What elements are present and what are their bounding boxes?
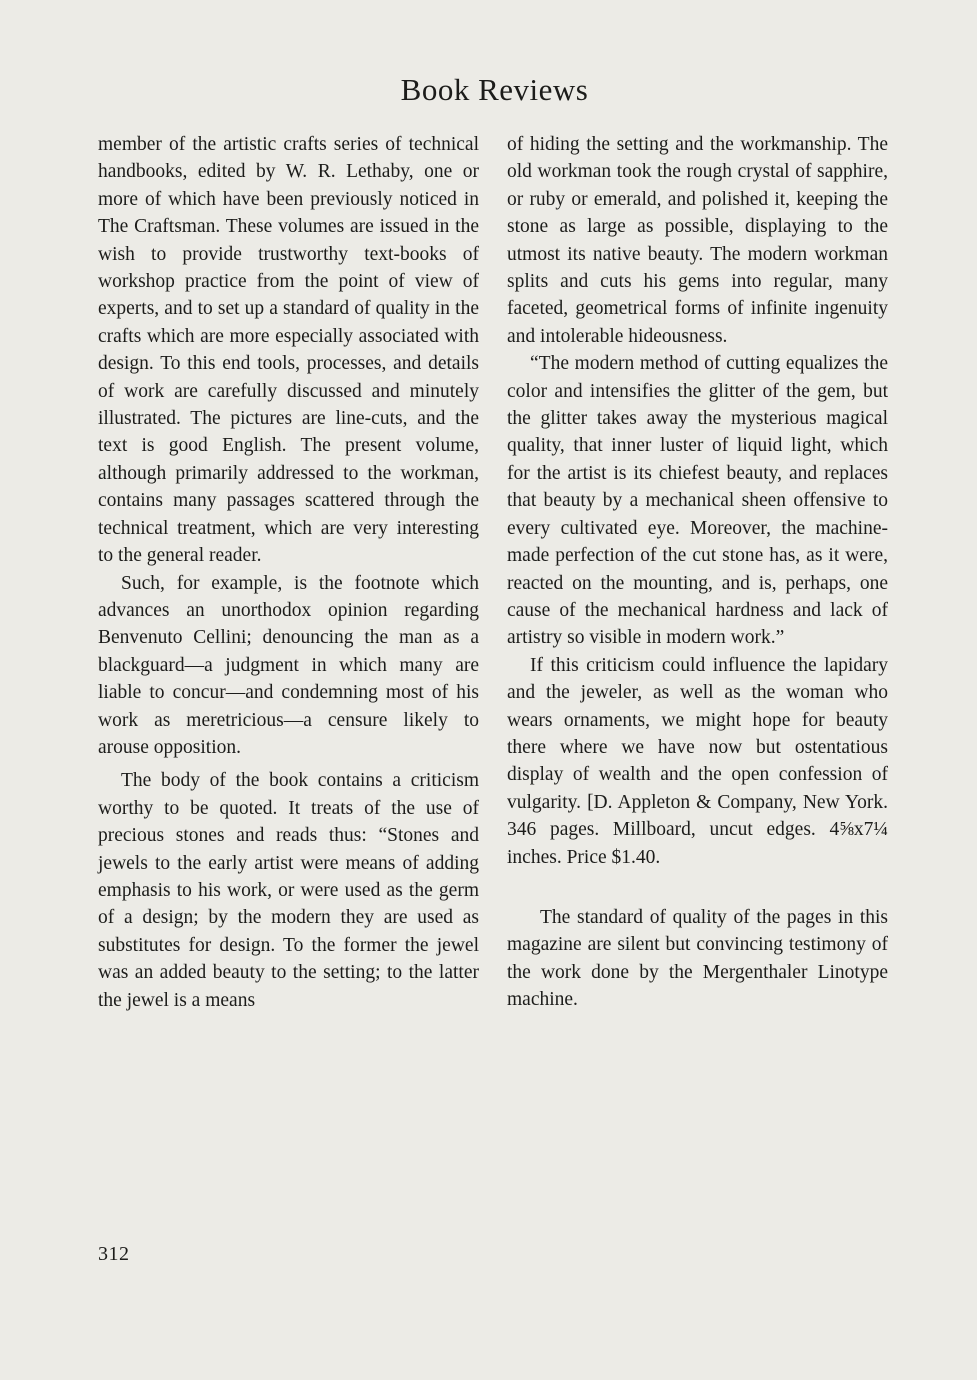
left-paragraph-3: The body of the book contains a criticism worthy to be quoted. It treats of the use of precious stones and reads thus: “Stones and jewels to the early artist were means of adding emphasis to his work, or were used as the germ of a design; by the modern they are used as substitutes for design. To the former the jewel was an added beauty to the setting; to the latter the jewel is a means (98, 770, 479, 1011)
right-paragraph-2: “The modern method of cutting equalizes the color and intensifies the glitter of the gem, but the glitter takes away the mysterious magical quality, that inner luster of liquid light, which for the artist is its chiefest beauty, and replaces that beauty by a mechanical sheen offensive to every cultivated eye. Moreover, the machine-made perfection of the cut stone has, as it were, reacted on the mounting, and is, perhaps, one cause of the mechanical hardness and lack of artistry so visible in modern work.” (507, 353, 888, 649)
running-head-title: Book Reviews (400, 72, 589, 107)
left-paragraph-1: member of the artistic crafts series of technical handbooks, edited by W. R. Lethaby, one or more of which have been previously noticed in The Craftsman. These volumes are issued in the wish to provide trustworthy text-books of workshop practice from the point of view of experts, and to set up a standard of quality in the crafts which are more especially associated with design. To this end tools, processes, and details of work are carefully discussed and minutely illustrated. The pictures are line-cuts, and the text is good English. The present volume, although primarily addressed to the workman, contains many passages scattered through the technical treatment, which are very interesting to the general reader. (98, 134, 479, 567)
right-paragraph-1: of hiding the setting and the workmanship. The old workman took the rough crystal of sapphire, or ruby or emerald, and polished it, keeping the stone as large as possible, displaying to the utmost its native beauty. The modern workman splits and cuts his gems into regular, many faceted, geometrical forms of infinite ingenuity and intolerable hideousness. (507, 134, 888, 347)
left-column (98, 131, 479, 1014)
right-paragraph-3: If this criticism could influence the lapidary and the jeweler, as well as the woman who wears ornaments, we might hope for beauty there where we have now but ostentatious display of wealth and the open confession of vulgarity. [D. Appleton & Company, New York. 346 pages. Millboard, uncut edges. 4⅝x7¼ inches. Price $1.40. (507, 654, 888, 868)
linotype-note: The standard of quality of the pages in this magazine are silent but convincing testimony of the work done by the Mergenthaler Linotype machine. (507, 906, 888, 1011)
right-column (507, 131, 888, 1014)
left-paragraph-2: Such, for example, is the footnote which advances an unorthodox opinion regarding Benvenuto Cellini; denouncing the man as a blackguard—a judgment in which many are liable to concur—and condemning most of his work as meretricious—a censure likely to arouse opposition. (98, 572, 479, 758)
page-number: 312 (98, 1243, 130, 1265)
